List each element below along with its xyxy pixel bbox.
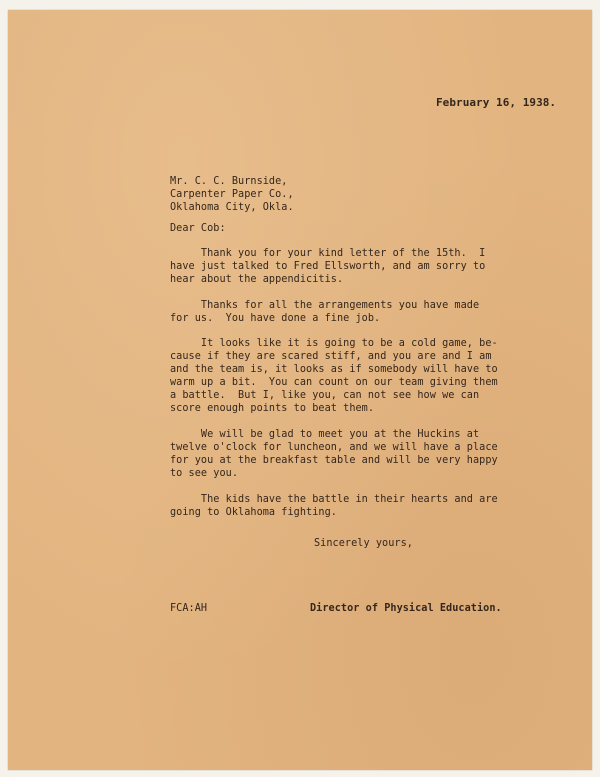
paragraph-line: a battle. But I, like you, can not see how we can xyxy=(170,390,480,401)
salutation: Dear Cob: xyxy=(170,223,226,234)
recipient-city: Oklahoma City, Okla. xyxy=(170,202,294,213)
paragraph-line: and the team is, it looks as if somebody will have to xyxy=(170,364,498,375)
paragraph-line: hear about the appendicitis. xyxy=(170,274,344,285)
letter-page xyxy=(8,10,592,770)
reference-initials: FCA:AH xyxy=(170,603,208,614)
paragraph-line: to see you. xyxy=(170,468,239,479)
paragraph-line: score enough points to beat them. xyxy=(170,403,375,414)
paragraph-line: cause if they are scared stiff, and you are and I am xyxy=(170,351,492,362)
paragraph-line: warm up a bit. You can count on our team giving them xyxy=(170,377,498,388)
paragraph-line: We will be glad to meet you at the Huckins at xyxy=(170,429,480,440)
paragraph-line: Thank you for your kind letter of the 15th. I xyxy=(170,248,486,259)
recipient-company: Carpenter Paper Co., xyxy=(170,189,294,200)
paragraph-line: It looks like it is going to be a cold game, be- xyxy=(170,338,498,349)
letter-date: February 16, 1938. xyxy=(436,96,557,109)
paragraph-line: twelve o'clock for luncheon, and we will have a place xyxy=(170,442,498,453)
closing: Sincerely yours, xyxy=(314,538,413,549)
paragraph-line: going to Oklahoma fighting. xyxy=(170,507,337,518)
paragraph-line: have just talked to Fred Ellsworth, and am sorry to xyxy=(170,261,486,272)
sender-title: Director of Physical Education. xyxy=(310,603,502,614)
paragraph-line: Thanks for all the arrangements you have made xyxy=(170,300,480,311)
recipient-name: Mr. C. C. Burnside, xyxy=(170,176,288,187)
paragraph-line: for us. You have done a fine job. xyxy=(170,313,381,324)
paragraph-line: The kids have the battle in their hearts and are xyxy=(170,494,498,505)
paragraph-line: for you at the breakfast table and will be very happy xyxy=(170,455,498,466)
